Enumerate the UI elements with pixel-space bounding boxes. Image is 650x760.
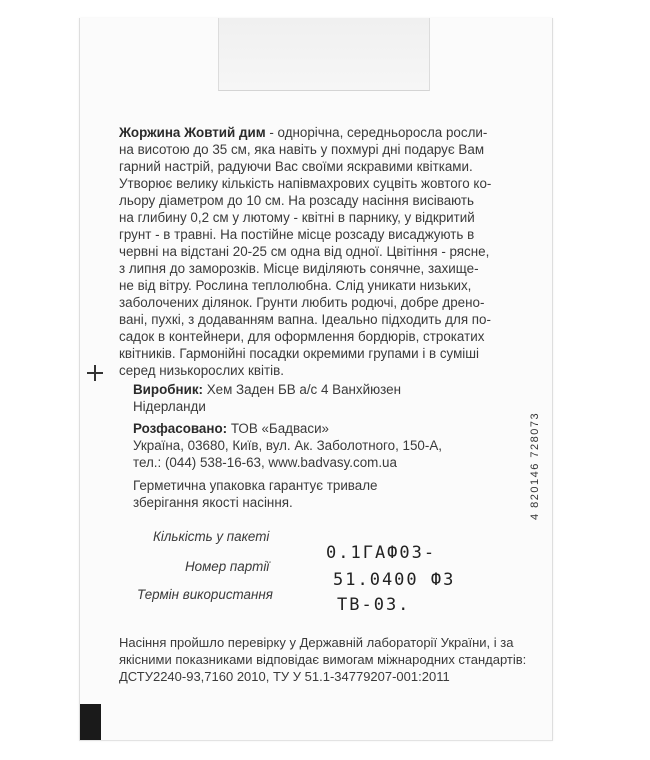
lab-line: Насіння пройшло перевірку у Державній лабораторії України, і за bbox=[119, 635, 514, 650]
description-line: червні на відстані 20-25 см одна від одної. Цвітіння - рясне, bbox=[119, 244, 490, 259]
stamp-batch: 51.0400 Ф3 bbox=[333, 570, 456, 590]
description-line: заболочених ділянок. Грунти любить родючі, добре дрено- bbox=[119, 295, 485, 310]
description-line: - однорічна, середньоросла росли- bbox=[265, 125, 488, 140]
product-title: Жоржина Жовтий дим bbox=[119, 125, 266, 140]
registration-cross-mark bbox=[87, 365, 103, 381]
hermetic-line: Герметична упаковка гарантує тривале bbox=[133, 478, 378, 493]
description-line: з липня до заморозків. Місце виділяють сонячне, захище- bbox=[119, 261, 479, 276]
packer-contacts: тел.: (044) 538-16-63, www.badvasy.com.ua bbox=[133, 455, 397, 470]
lab-line: ДСТУ2240-93,7160 2010, ТУ У 51.1-34779207-001:2011 bbox=[119, 669, 450, 684]
print-registration-mark bbox=[80, 704, 101, 740]
packer-name: ТОВ «Бадваси» bbox=[227, 421, 330, 436]
packed-label: Розфасовано: bbox=[133, 421, 228, 436]
quantity-label: Кількість у пакеті bbox=[153, 529, 270, 544]
description-line: грунт - в травні. На постійне місце розсаду висаджують в bbox=[119, 227, 475, 242]
description-line: не від вітру. Рослина теплолюбна. Слід уникати низьких, bbox=[119, 278, 472, 293]
description-line: гарний настрій, радуючи Вас своїми яскравими квітками. bbox=[119, 159, 473, 174]
stamp-expiry: ТВ-03. bbox=[337, 595, 411, 615]
description-line: Утворює велику кількість напівмахрових суцвіть жовтого ко- bbox=[119, 176, 492, 191]
description-line: на глибину 0,2 см у лютому - квітні в парнику, у відкритий bbox=[119, 210, 475, 225]
producer-country: Нідерланди bbox=[133, 399, 206, 414]
packet-flap bbox=[218, 18, 430, 91]
lab-certification bbox=[119, 634, 526, 685]
description-block bbox=[119, 124, 497, 379]
barcode-number: 4 820146 728073 bbox=[529, 411, 541, 520]
producer-label: Виробник: bbox=[133, 382, 204, 397]
packer-address: Україна, 03680, Київ, вул. Ак. Заболотного, 150-А, bbox=[133, 438, 442, 453]
producer-block bbox=[133, 381, 401, 415]
hermetic-line: зберігання якості насіння. bbox=[133, 495, 293, 510]
producer-name: Хем Заден БВ а/с 4 Ванхйюзен bbox=[203, 382, 401, 397]
batch-number-label: Номер партії bbox=[185, 559, 270, 574]
packed-by-block bbox=[133, 420, 442, 471]
description-line: садок в контейнери, для оформлення бордюрів, строкатих bbox=[119, 329, 485, 344]
description-line: льору діаметром до 10 см. На розсаду насіння висівають bbox=[119, 193, 475, 208]
description-line: квітників. Гармонійні посадки окремими групами і в суміші bbox=[119, 346, 479, 361]
lab-line: якісними показниками відповідає вимогам міжнародних стандартів: bbox=[119, 652, 527, 667]
description-line: на висотою до 35 см, яка навіть у похмурі дні подарує Вам bbox=[119, 142, 485, 157]
stamp-quantity: 0.1ГАФ03- bbox=[326, 543, 437, 563]
description-line: серед низькорослих квітів. bbox=[119, 363, 284, 378]
description-line: вані, пухкі, з додаванням вапна. Ідеально підходить для по- bbox=[119, 312, 491, 327]
hermetic-note bbox=[133, 477, 377, 511]
expiry-label: Термін використання bbox=[137, 587, 273, 602]
